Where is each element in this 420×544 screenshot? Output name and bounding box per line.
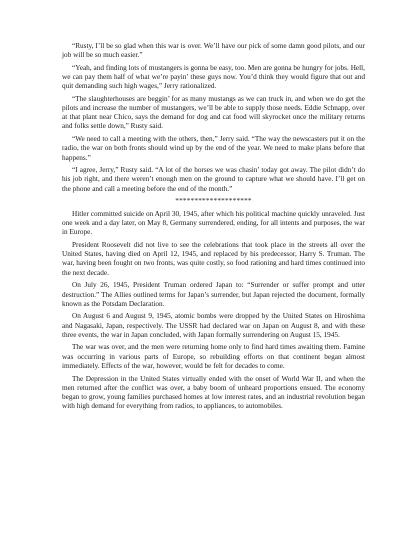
- paragraph-7: President Roosevelt did not live to see the celebrations that took place in the streets all over the United States, having died on April 12, 1945, and replaced by his predecessor, Harry S. Truman. The war, having been fought on two fronts, was quite costly, so food rationing and hard times continued into the next decade.: [62, 241, 365, 277]
- paragraph-3: “The slaughterhouses are beggin’ for as many mustangs as we can truck in, and when we do get the pilots and increase the number of mustangers, we’ll be able to supply those needs. Eddie Schnapp, over at that plant near Chico, says the demand for dog and cat food will skyrocket once the military returns and folks settle down,” Rusty said.: [62, 94, 365, 131]
- paragraph-9: On August 6 and August 9, 1945, atomic bombs were dropped by the United States on Hiroshima and Nagasaki, Japan, respectively. The USSR had declared war on Japan on August 8, and with these three events, the war in Japan concluded, with Japan formally surrendering on August 15, 1945.: [62, 312, 365, 339]
- paragraph-5: “I agree, Jerry,” Rusty said. “A lot of the horses we was chasin’ today got away. The pilot didn’t do his job right, and there weren’t enough men on the ground to capture what we should have. I’ll get on the phone and call a meeting before the end of the month.”: [62, 166, 365, 193]
- paragraph-4: “We need to call a meeting with the others, then,” Jerry said. “The way the newscasters put it on the radio, the war on both fronts should wind up by the end of the year. We need to make plans before that happens.”: [62, 135, 365, 162]
- paragraph-1: “Rusty, I’ll be so glad when this war is over. We’ll have our pick of some damn good pilots, and our job will be so much easier.”: [62, 42, 365, 60]
- paragraph-8: On July 26, 1945, President Truman ordered Japan to: “Surrender or suffer prompt and utter destruction.” The Allies outlined terms for Japan’s surrender, but Japan rejected the document, formally known as the Potsdam Declaration.: [62, 281, 365, 308]
- paragraph-6: Hitler committed suicide on April 30, 1945, after which his political machine quickly unraveled. Just one week and a day later, on May 8, Germany surrendered, ending, for all intents and purposes, the war in Europe.: [62, 210, 365, 237]
- paragraph-10: The war was over, and the men were returning home only to find hard times awaiting them. Famine was occurring in various parts of Europe, so rebuilding efforts on that continent began almost immediately. Effects of the war, however, would be felt for decades to come.: [62, 343, 365, 370]
- paragraph-2: “Yeah, and finding lots of mustangers is gonna be easy, too. Men are gonna be hungry for jobs. Hell, we can pay them half of what we’re payin’ these guys now. You’d think they would figure that out and quit demanding such high wages,” Jerry rationalized.: [62, 63, 365, 91]
- section-separator: ********************: [175, 197, 252, 206]
- document-page: [62, 42, 365, 415]
- paragraph-11: The Depression in the United States virtually ended with the onset of World War II, and when the men returned after the conflict was over, a baby boom of unheard proportions ensued. The economy began to grow, young families purchased homes at low interest rates, and an industrial revolution began with high demand for everything from radios, to appliances, to automobiles.: [62, 374, 365, 410]
